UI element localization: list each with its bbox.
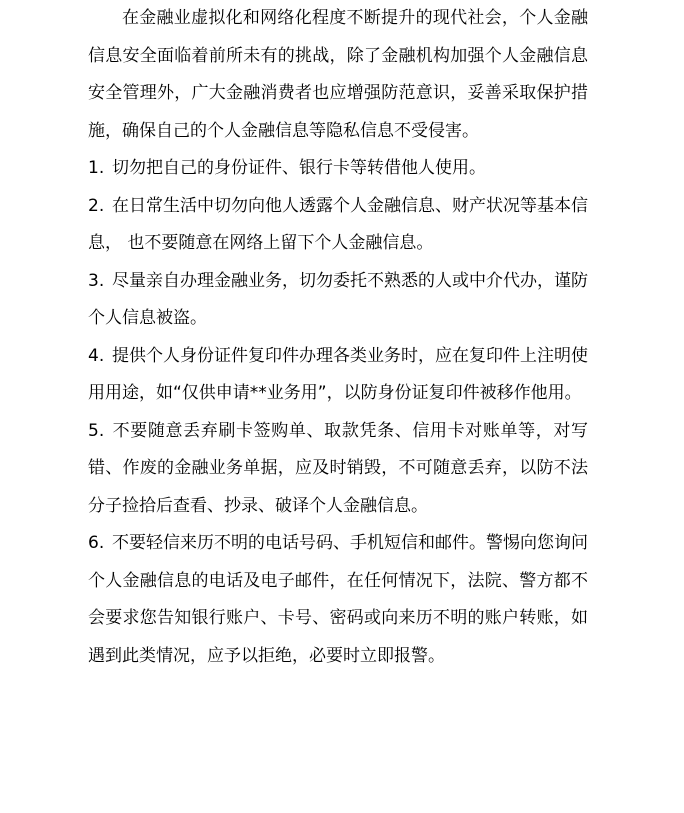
item-number: 1. [88,158,105,178]
item-text: 切勿把自己的身份证件、银行卡等转借他人使用。 [112,158,486,178]
item-text: 不要随意丢弃刷卡签购单、取款凭条、信用卡对账单等，对写错、作废的金融业务单据，应及时销毁，不可随意丢弃，以防不法分子捡拾后查看、抄录、破译个人金融信息。 [88,420,588,516]
item-number: 6. [88,533,105,553]
list-item-3 [88,263,588,338]
list-item-4 [88,338,588,413]
item-number: 4. [88,345,105,366]
intro-paragraph: 在金融业虚拟化和网络化程度不断提升的现代社会，个人金融信息安全面临着前所未有的挑战，除了金融机构加强个人金融信息安全管理外，广大金融消费者也应增强防范意识，妥善采取保护措施，确保自己的个人金融信息等隐私信息不受侵害。 [88,8,588,141]
item-text: 尽量亲自办理金融业务，切勿委托不熟悉的人或中介代办，谨防个人信息被盗。 [88,270,588,328]
document-body [88,0,588,675]
item-number: 2. [88,195,105,216]
item-text: 提供个人身份证件复印件办理各类业务时，应在复印件上注明使用用途，如“仅供申请**业务用”，以防身份证复印件被移作他用。 [88,345,588,403]
item-number: 3. [88,270,105,291]
list-item-6 [88,525,588,675]
item-number: 5. [88,420,105,441]
item-text: 在日常生活中切勿向他人透露个人金融信息、财产状况等基本信息， 也不要随意在网络上留下个人金融信息。 [88,195,588,253]
item-text: 不要轻信来历不明的电话号码、手机短信和邮件。警惕向您询问个人金融信息的电话及电子邮件，在任何情况下，法院、警方都不会要求您告知银行账户、卡号、密码或向来历不明的账户转账，如遇到此类情况，应予以拒绝，必要时立即报警。 [88,533,588,666]
list-item-1 [88,150,588,188]
list-item-2 [88,188,588,263]
list-item-5 [88,413,588,526]
